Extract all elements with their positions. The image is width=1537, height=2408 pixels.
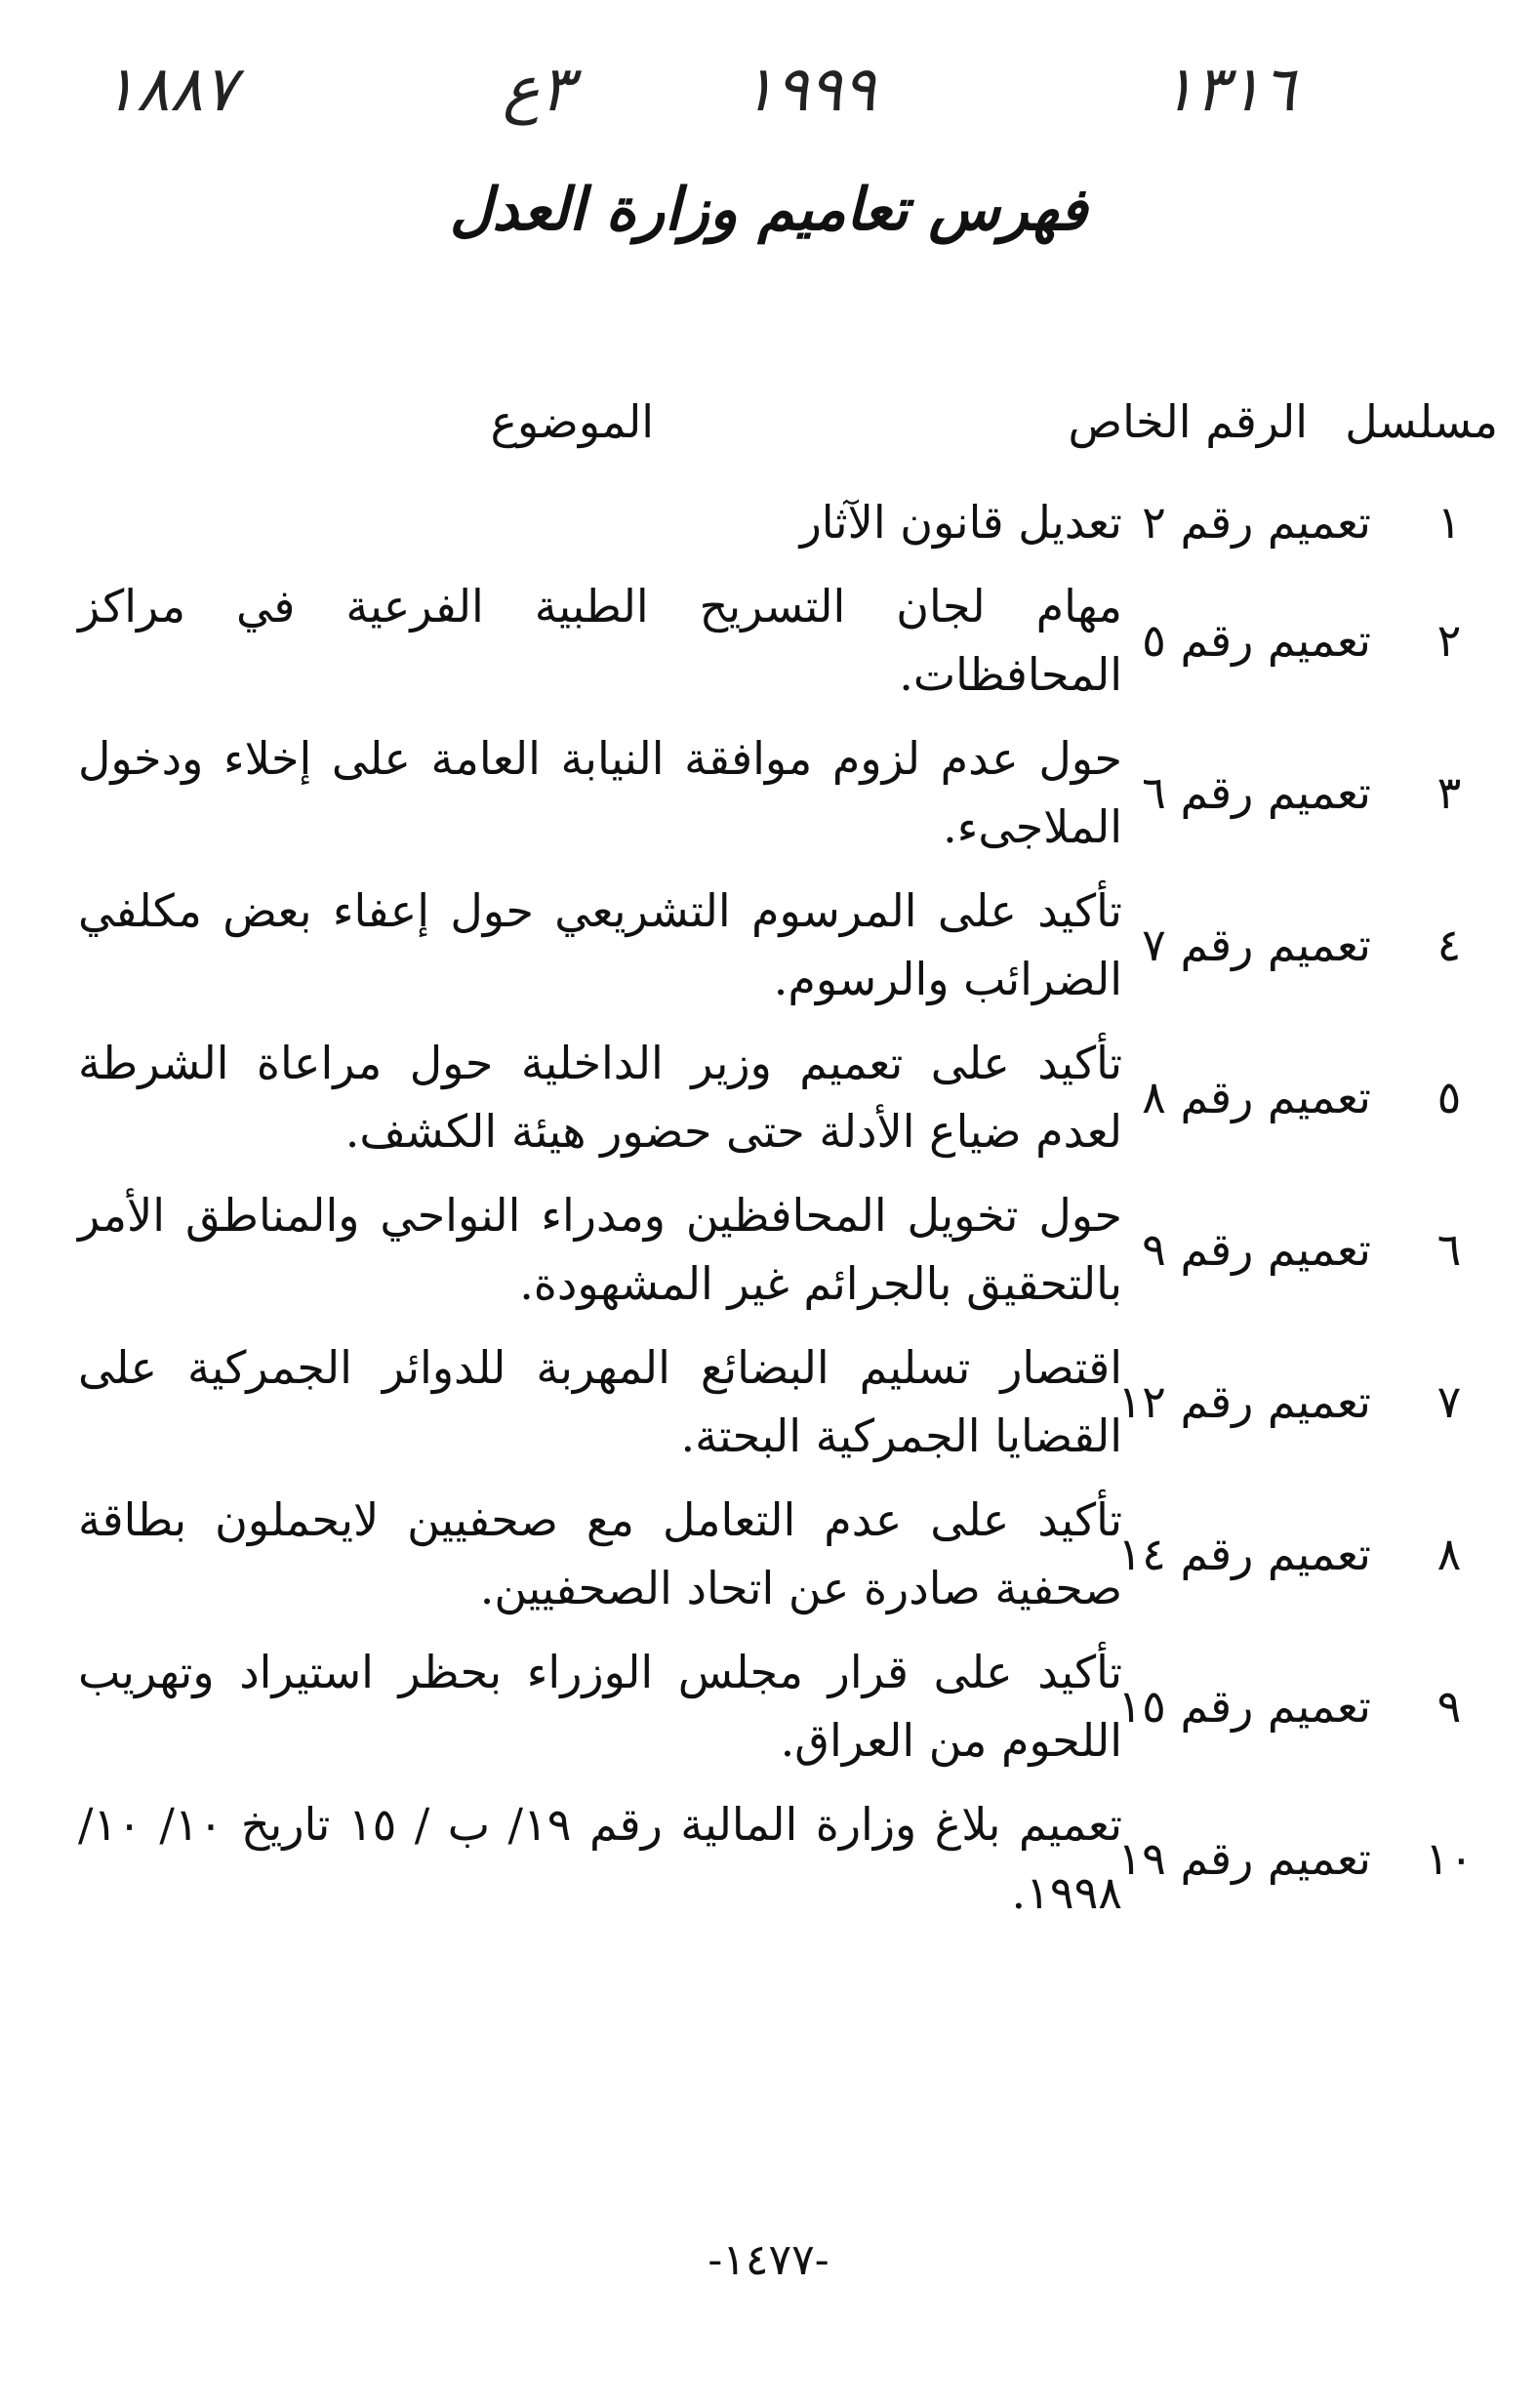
column-headers bbox=[0, 395, 1537, 473]
list-item bbox=[78, 572, 1498, 709]
entry-number: تعميم رقم ٩ bbox=[1142, 1223, 1371, 1276]
entry-subject: مهام لجان التسريح الطبية الفرعية في مراكز المحافظات. bbox=[78, 580, 1122, 701]
circulars-list bbox=[78, 488, 1498, 1942]
list-item bbox=[78, 1638, 1498, 1775]
handwritten-note: ٣ع bbox=[503, 54, 574, 126]
entry-serial: ٢ bbox=[1436, 614, 1462, 667]
entry-number: تعميم رقم ٥ bbox=[1142, 614, 1371, 667]
entry-subject: تأكيد على المرسوم التشريعي حول إعفاء بعض مكلفي الضرائب والرسوم. bbox=[78, 884, 1122, 1005]
entry-number: تعميم رقم ١٩ bbox=[1117, 1832, 1371, 1885]
entry-number: تعميم رقم ٨ bbox=[1142, 1071, 1371, 1123]
entry-number: تعميم رقم ٦ bbox=[1142, 766, 1371, 819]
entry-serial: ١٠ bbox=[1425, 1832, 1474, 1885]
entry-subject: تأكيد على قرار مجلس الوزراء بحظر استيراد وتهريب اللحوم من العراق. bbox=[78, 1646, 1122, 1767]
entry-subject: اقتصار تسليم البضائع المهربة للدوائر الجمركية على القضايا الجمركية البحتة. bbox=[78, 1341, 1122, 1462]
list-item bbox=[78, 1333, 1498, 1470]
list-item bbox=[78, 1181, 1498, 1318]
header-subject: الموضوع bbox=[490, 395, 654, 448]
entry-subject: حول عدم لزوم موافقة النيابة العامة على إخلاء ودخول الملاجىء. bbox=[78, 732, 1122, 853]
entry-subject: تعديل قانون الآثار bbox=[799, 496, 1122, 549]
header-number: الرقم الخاص bbox=[1068, 395, 1308, 448]
entry-subject: تعميم بلاغ وزارة المالية رقم ١٩/ ب / ١٥ تاريخ ١٠/ ١٠/ ١٩٩٨. bbox=[78, 1798, 1123, 1919]
header-serial: مسلسل bbox=[1345, 395, 1498, 448]
entry-subject: تأكيد على تعميم وزير الداخلية حول مراعاة الشرطة لعدم ضياع الأدلة حتى حضور هيئة الكشف. bbox=[78, 1037, 1122, 1158]
list-item bbox=[78, 724, 1498, 861]
entry-serial: ٣ bbox=[1436, 766, 1462, 819]
entry-serial: ٩ bbox=[1436, 1680, 1462, 1733]
handwritten-note: ١٣١٦ bbox=[1161, 54, 1296, 126]
list-item bbox=[78, 1029, 1498, 1165]
entry-serial: ١ bbox=[1436, 496, 1462, 549]
list-item bbox=[78, 1790, 1498, 1927]
list-item bbox=[78, 488, 1498, 556]
handwritten-note: ١٨٨٧ bbox=[102, 54, 237, 126]
entry-serial: ٤ bbox=[1436, 918, 1462, 971]
page-title: فهرس تعاميم وزارة العدل bbox=[449, 176, 1088, 244]
entry-subject: حول تخويل المحافظين ومدراء النواحي والمناطق الأمر بالتحقيق بالجرائم غير المشهودة. bbox=[78, 1189, 1122, 1310]
entry-serial: ٧ bbox=[1436, 1375, 1462, 1428]
entry-number: تعميم رقم ١٢ bbox=[1117, 1375, 1371, 1428]
entry-serial: ٨ bbox=[1436, 1528, 1462, 1580]
list-item bbox=[78, 877, 1498, 1013]
entry-serial: ٥ bbox=[1436, 1071, 1462, 1123]
entry-subject: تأكيد على عدم التعامل مع صحفيين لايحملون بطاقة صحفية صادرة عن اتحاد الصحفيين. bbox=[78, 1493, 1122, 1614]
entry-number: تعميم رقم ١٥ bbox=[1117, 1680, 1371, 1733]
handwritten-note: ١٩٩٩ bbox=[742, 54, 876, 126]
page-number: -١٤٧٧- bbox=[708, 2235, 829, 2285]
list-item bbox=[78, 1486, 1498, 1622]
entry-serial: ٦ bbox=[1436, 1223, 1462, 1276]
entry-number: تعميم رقم ١٤ bbox=[1117, 1528, 1371, 1580]
entry-number: تعميم رقم ٢ bbox=[1142, 496, 1371, 549]
entry-number: تعميم رقم ٧ bbox=[1142, 918, 1371, 971]
